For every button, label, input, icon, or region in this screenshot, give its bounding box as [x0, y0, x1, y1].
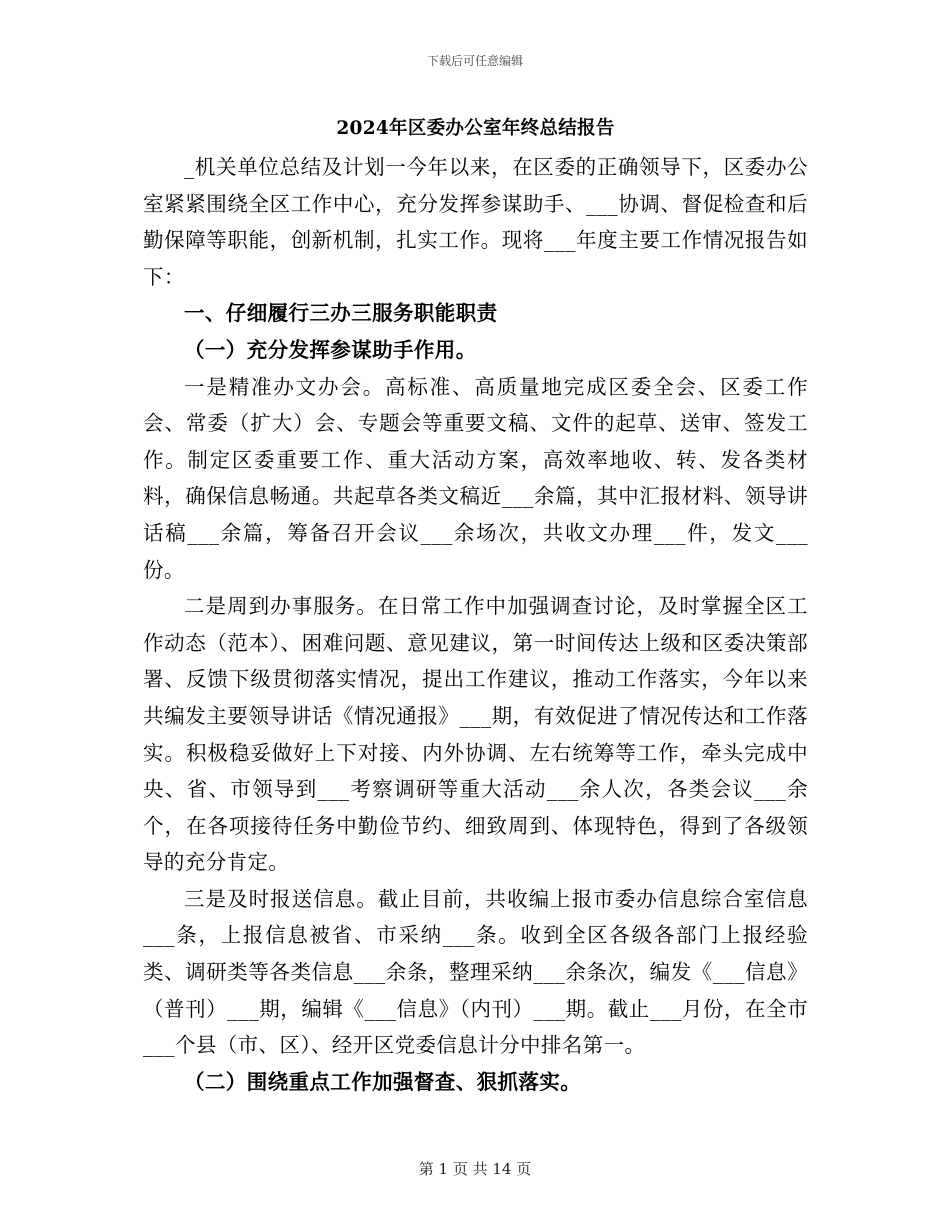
paragraph-services: 二是周到办事服务。在日常工作中加强调查讨论，及时掌握全区工作动态（范本）、困难问题、意见建议，第一时间传达上级和区委决策部署、反馈下级贯彻落实情况，提出工作建议，推动工作落实，今年以来共编发主要领导讲话《情况通报》___期，有效促进了情况传达和工作落实。积极稳妥做好上下对接、内外协调、左右统筹等工作，牵头完成中央、省、市领导到___考察调研等重大活动___余人次，各类会议___余个，在各项接待任务中勤俭节约、细致周到、体现特色，得到了各级领导的充分肯定。 — [143, 594, 808, 875]
document-body — [143, 112, 808, 1100]
paragraph-information: 三是及时报送信息。截止目前，共收编上报市委办信息综合室信息___条，上报信息被省、市采纳___条。收到全区各级各部门上报经验类、调研类等各类信息___余条，整理采纳___余条次，编发《___信息》（普刊）___期，编辑《___信息》（内刊）___期。截止___月份，在全市___个县（市、区）、经开区党委信息计分中排名第一。 — [143, 886, 808, 1058]
paragraph-document-meetings: 一是精准办文办会。高标准、高质量地完成区委全会、区委工作会、常委（扩大）会、专题会等重要文稿、文件的起草、送审、签发工作。制定区委重要工作、重大活动方案，高效率地收、转、发各类材料，确保信息畅通。共起草各类文稿近___余篇，其中汇报材料、领导讲话稿___余篇，筹备召开会议___余场次，共收文办理___件，发文___份。 — [143, 374, 808, 582]
intro-paragraph: _机关单位总结及计划一今年以来，在区委的正确领导下，区委办公室紧紧围绕全区工作中心，充分发挥参谋助手、___协调、督促检查和后勤保障等职能，创新机制，扎实工作。现将___年度主要工作情况报告如下： — [143, 155, 808, 289]
subsection-heading-1: （一）充分发挥参谋助手作用。 — [184, 337, 477, 362]
document-title: 2024年区委办公室年终总结报告 — [336, 118, 615, 139]
page-number-footer: 第 1 页 共 14 页 — [418, 1160, 532, 1178]
section-heading-1: 一、仔细履行三办三服务职能职责 — [184, 301, 498, 326]
subsection-heading-2: （二）围绕重点工作加强督查、狠抓落实。 — [184, 1069, 582, 1094]
page-header-note: 下载后可任意编辑 — [426, 54, 523, 68]
